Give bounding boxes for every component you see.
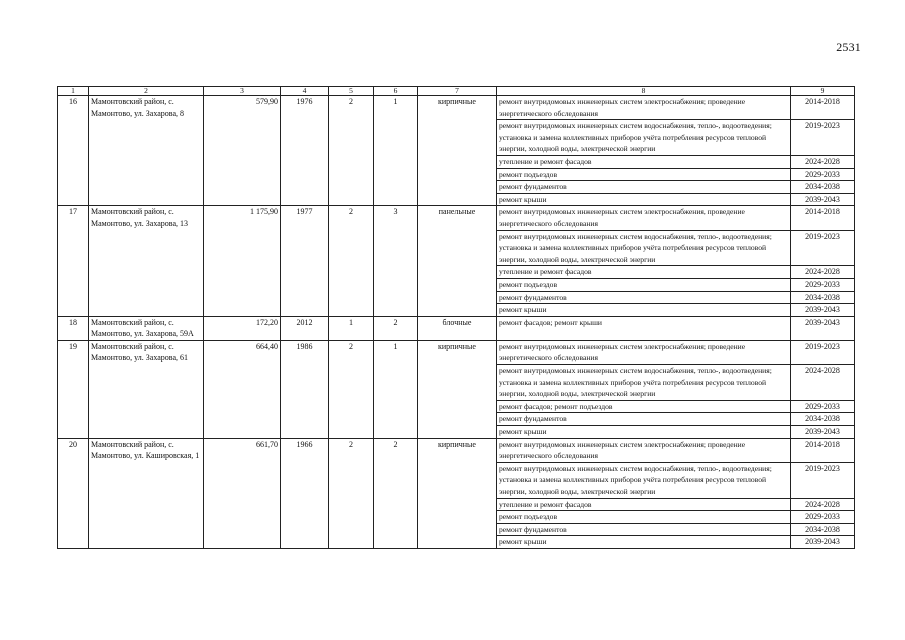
repair-period: 2034-2038 <box>791 523 855 536</box>
column-header: 1 <box>58 87 89 96</box>
repair-period: 2014-2018 <box>791 438 855 462</box>
table-row <box>58 438 855 462</box>
entrance-count: 1 <box>374 340 418 438</box>
repair-period: 2024-2028 <box>791 365 855 401</box>
repair-work-type: утепление и ремонт фасадов <box>497 155 791 168</box>
entrance-count: 1 <box>374 96 418 206</box>
floor-count: 2 <box>329 96 374 206</box>
repair-work-type: ремонт подъездов <box>497 278 791 291</box>
table-row <box>58 206 855 230</box>
repair-period: 2029-2033 <box>791 511 855 524</box>
building-area: 1 175,90 <box>204 206 281 316</box>
repair-work-type: ремонт крыши <box>497 304 791 317</box>
repair-work-type: ремонт крыши <box>497 426 791 439</box>
entrance-count: 2 <box>374 438 418 548</box>
column-header: 5 <box>329 87 374 96</box>
repair-period: 2014-2018 <box>791 206 855 230</box>
repair-work-type: утепление и ремонт фасадов <box>497 498 791 511</box>
repair-work-type: ремонт подъездов <box>497 168 791 181</box>
column-number-row <box>58 87 855 96</box>
repair-period: 2019-2023 <box>791 462 855 498</box>
repair-period: 2019-2023 <box>791 230 855 266</box>
repair-work-type: ремонт внутридомовых инженерных систем электроснабжения, проведение энергетического обследования <box>497 206 791 230</box>
repair-period: 2029-2033 <box>791 278 855 291</box>
building-area: 661,70 <box>204 438 281 548</box>
building-number: 16 <box>58 96 89 206</box>
repair-period: 2029-2033 <box>791 400 855 413</box>
construction-year: 1966 <box>281 438 329 548</box>
table-row <box>58 340 855 364</box>
repair-period: 2034-2038 <box>791 291 855 304</box>
repair-period: 2014-2018 <box>791 96 855 120</box>
repair-work-type: ремонт подъездов <box>497 511 791 524</box>
building-area: 579,90 <box>204 96 281 206</box>
repair-work-type: ремонт внутридомовых инженерных систем водоснабжения, тепло-, водоотведения; установка и замена коллективных приборов учёта потребления ресурсов тепловой энергии, холодной воды, электрической энергии <box>497 365 791 401</box>
column-header: 6 <box>374 87 418 96</box>
repair-work-type: ремонт фундаментов <box>497 413 791 426</box>
repair-work-type: ремонт фасадов; ремонт крыши <box>497 316 791 340</box>
wall-material: кирпичные <box>418 438 497 548</box>
repair-period: 2039-2043 <box>791 426 855 439</box>
floor-count: 2 <box>329 340 374 438</box>
column-header: 3 <box>204 87 281 96</box>
repair-work-type: ремонт фундаментов <box>497 181 791 194</box>
repair-work-type: ремонт фундаментов <box>497 523 791 536</box>
wall-material: кирпичные <box>418 340 497 438</box>
floor-count: 2 <box>329 206 374 316</box>
repair-period: 2029-2033 <box>791 168 855 181</box>
entrance-count: 2 <box>374 316 418 340</box>
repair-work-type: ремонт внутридомовых инженерных систем электроснабжения; проведение энергетического обследования <box>497 96 791 120</box>
repair-period: 2024-2028 <box>791 266 855 279</box>
table-body <box>58 96 855 549</box>
repair-period: 2039-2043 <box>791 316 855 340</box>
repair-work-type: ремонт внутридомовых инженерных систем водоснабжения, тепло-, водоотведения; установка и замена коллективных приборов учёта потребления ресурсов тепловой энергии, холодной воды, электрической энергии <box>497 462 791 498</box>
construction-year: 1976 <box>281 96 329 206</box>
building-number: 19 <box>58 340 89 438</box>
column-header: 8 <box>497 87 791 96</box>
repair-period: 2019-2023 <box>791 340 855 364</box>
building-address: Мамонтовский район, с. Мамонтово, ул. Захарова, 61 <box>89 340 204 438</box>
repair-work-type: ремонт внутридомовых инженерных систем водоснабжения, тепло-, водоотведения; установка и замена коллективных приборов учёта потребления ресурсов тепловой энергии, холодной воды, электрической энергии <box>497 230 791 266</box>
repair-period: 2024-2028 <box>791 498 855 511</box>
column-header: 4 <box>281 87 329 96</box>
wall-material: кирпичные <box>418 96 497 206</box>
building-address: Мамонтовский район, с. Мамонтово, ул. Захарова, 8 <box>89 96 204 206</box>
page-number: 2531 <box>836 40 861 54</box>
table-row <box>58 96 855 120</box>
repair-work-type: ремонт крыши <box>497 193 791 206</box>
repair-period: 2019-2023 <box>791 120 855 156</box>
construction-year: 2012 <box>281 316 329 340</box>
construction-year: 1977 <box>281 206 329 316</box>
column-header: 7 <box>418 87 497 96</box>
building-area: 172,20 <box>204 316 281 340</box>
repair-work-type: ремонт внутридомовых инженерных систем электроснабжения; проведение энергетического обследования <box>497 340 791 364</box>
building-address: Мамонтовский район, с. Мамонтово, ул. Захарова, 13 <box>89 206 204 316</box>
table-row <box>58 316 855 340</box>
entrance-count: 3 <box>374 206 418 316</box>
column-header: 9 <box>791 87 855 96</box>
repair-period: 2034-2038 <box>791 181 855 194</box>
wall-material: блочные <box>418 316 497 340</box>
construction-year: 1986 <box>281 340 329 438</box>
building-number: 18 <box>58 316 89 340</box>
building-number: 20 <box>58 438 89 548</box>
repair-work-type: ремонт внутридомовых инженерных систем электроснабжения; проведение энергетического обследования <box>497 438 791 462</box>
floor-count: 2 <box>329 438 374 548</box>
repair-period: 2039-2043 <box>791 304 855 317</box>
repair-schedule-table <box>57 86 855 549</box>
repair-period: 2024-2028 <box>791 155 855 168</box>
repair-period: 2034-2038 <box>791 413 855 426</box>
wall-material: панельные <box>418 206 497 316</box>
building-number: 17 <box>58 206 89 316</box>
building-address: Мамонтовский район, с. Мамонтово, ул. Кашировская, 1 <box>89 438 204 548</box>
repair-work-type: ремонт внутридомовых инженерных систем водоснабжения, тепло-, водоотведения; установка и замена коллективных приборов учёта потребления ресурсов тепловой энергии, холодной воды, электрической энергии <box>497 120 791 156</box>
repair-work-type: утепление и ремонт фасадов <box>497 266 791 279</box>
repair-work-type: ремонт фундаментов <box>497 291 791 304</box>
repair-period: 2039-2043 <box>791 193 855 206</box>
column-header: 2 <box>89 87 204 96</box>
repair-work-type: ремонт фасадов; ремонт подъездов <box>497 400 791 413</box>
building-area: 664,40 <box>204 340 281 438</box>
floor-count: 1 <box>329 316 374 340</box>
repair-work-type: ремонт крыши <box>497 536 791 549</box>
building-address: Мамонтовский район, с. Мамонтово, ул. Захарова, 59А <box>89 316 204 340</box>
repair-period: 2039-2043 <box>791 536 855 549</box>
